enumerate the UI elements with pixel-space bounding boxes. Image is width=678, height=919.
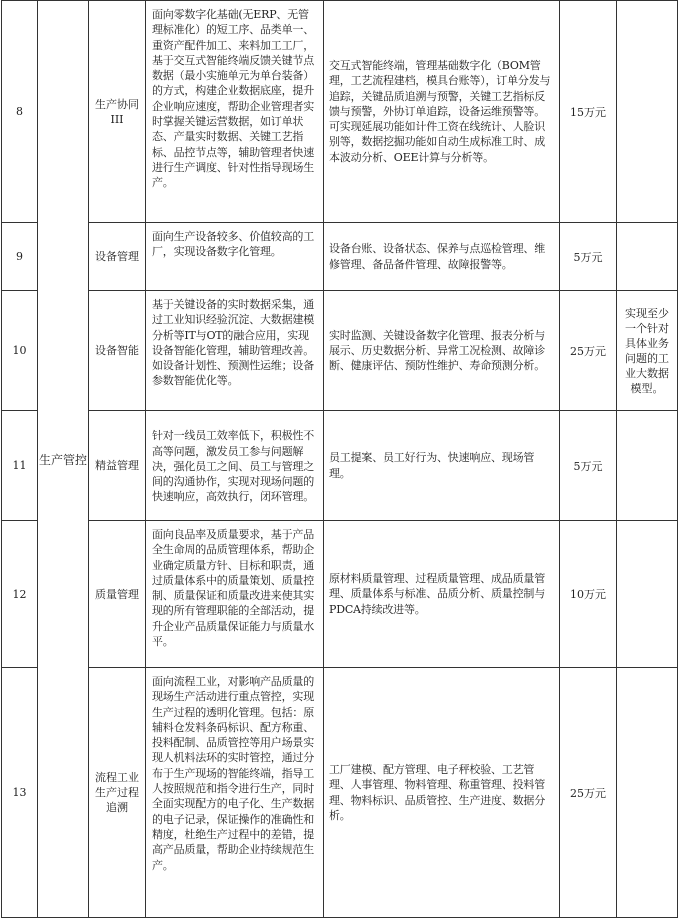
module-description-text: 基于关键设备的实时数据采集，通过工业知识经验沉淀、大数据建模分析等IT与OT的融合应用，实现设备智能化管理，辅助管理改善。如设备计划性、预测性运维；设备参数智能优化等。 [152, 298, 314, 388]
module-functions-text: 原材料质量管理、过程质量管理、成品质量管理、质量体系与标准、品质分析、质量控制与PDCA持续改进等。 [329, 572, 545, 616]
module-note [617, 668, 678, 918]
module-price: 5万元 [560, 411, 617, 521]
service-table [1, 0, 678, 918]
module-description [146, 668, 324, 918]
module-description [146, 1, 324, 223]
module-description-text: 面向良品率及质量要求，基于产品全生命周的品质管理体系，帮助企业确定质量方针、目标和职责，通过质量体系中的质量策划、质量控制、质量保证和质量改进来使其实现的所有管理职能的全部活动，提升企业产品质量保证能力与质量水平。 [152, 528, 314, 649]
module-description [146, 291, 324, 411]
module-functions [324, 223, 560, 291]
module-description [146, 521, 324, 668]
row-number: 11 [2, 411, 38, 521]
module-functions-text: 工厂建模、配方管理、电子秤校验、工艺管理、人事管理、物料管理、称重管理、投料管理、物料标识、品质管控、生产进度、数据分析。 [329, 762, 545, 822]
module-functions [324, 1, 560, 223]
module-note [617, 223, 678, 291]
module-note [617, 411, 678, 521]
module-description [146, 223, 324, 291]
module-note [617, 521, 678, 668]
module-functions-text: 实时监测、关键设备数字化管理、报表分析与展示、历史数据分析、异常工况检测、故障诊断、健康评估、预防性维护、寿命预测分析。 [329, 328, 545, 373]
table-row [2, 1, 678, 223]
row-number: 10 [2, 291, 38, 411]
row-number: 13 [2, 668, 38, 918]
module-functions [324, 668, 560, 918]
category-cell: 生产管控 [38, 1, 89, 918]
module-description-text: 面向生产设备较多、价值较高的工厂，实现设备数字化管理。 [152, 230, 314, 259]
module-name: 流程工业 生产过程 追溯 [89, 668, 146, 918]
table-row [2, 668, 678, 918]
row-number: 8 [2, 1, 38, 223]
module-price: 15万元 [560, 1, 617, 223]
table-row [2, 291, 678, 411]
module-name: 精益管理 [89, 411, 146, 521]
module-name: 生产协同 III [89, 1, 146, 223]
module-note: 实现至少一个针对具体业务问题的工业大数据模型。 [617, 291, 678, 411]
module-functions [324, 291, 560, 411]
module-price: 5万元 [560, 223, 617, 291]
module-name: 设备管理 [89, 223, 146, 291]
module-description-text: 针对一线员工效率低下，积极性不高等问题，激发员工参与问题解决，强化员工之间、员工与管理之间的沟通协作，实现对现场问题的快速响应，高效执行，闭环管理。 [152, 429, 314, 504]
row-number: 12 [2, 521, 38, 668]
module-functions [324, 521, 560, 668]
module-description-text: 面向流程工业，对影响产品质量的现场生产活动进行重点管控，实现生产过程的透明化管理。包括：原辅料仓发料条码标识、配方称重、投料配制、品质管控等用户场景实现人机料法环的实时管控，通过分布于生产现场的智能终端，指导工人按照规范和指令进行生产，同时全面实现配方的电子化、生产数据的电子记录，保证操作的准确性和精度，杜绝生产过程中的差错，提高产品质量，帮助企业持续规范生产。 [152, 675, 314, 872]
module-functions [324, 411, 560, 521]
module-functions-text: 设备台账、设备状态、保养与点巡检管理、维修管理、备品备件管理、故障报警等。 [329, 242, 545, 271]
module-functions-text: 员工提案、员工好行为、快速响应、现场管理。 [329, 451, 535, 480]
module-functions-text: 交互式智能终端，管理基础数字化（BOM管理，工艺流程建档，模具台账等），订单分发与追踪，关键品质追溯与预警，关键工艺指标反馈与预警，外协订单追踪，设备运维预警等。 可实现延展功能如计件工资在线统计、人脸识别等，数据挖掘功能如自动生成标准工时、成本波动分析、OEE计算与分析等。 [329, 58, 551, 164]
module-name: 质量管理 [89, 521, 146, 668]
table-row [2, 411, 678, 521]
row-number: 9 [2, 223, 38, 291]
module-name: 设备智能 [89, 291, 146, 411]
module-note [617, 1, 678, 223]
module-price: 10万元 [560, 521, 617, 668]
table-row [2, 223, 678, 291]
module-description [146, 411, 324, 521]
module-price: 25万元 [560, 291, 617, 411]
module-description-text: 面向零数字化基础(无ERP、无管理标准化）的短工序、品类单一、重资产配件加工、来料加工工厂，基于交互式智能终端反馈关键节点数据（最小实施单元为单台装备）的方式，构建企业数据底座，提升企业响应速度，帮助企业管理者实时掌握关键运营数据，如订单状态、产量实时数据、关键工艺指标、品控节点等，辅助管理者快速进行生产调度、针对性指导现场生产。 [152, 8, 314, 190]
table-row [2, 521, 678, 668]
module-price: 25万元 [560, 668, 617, 918]
